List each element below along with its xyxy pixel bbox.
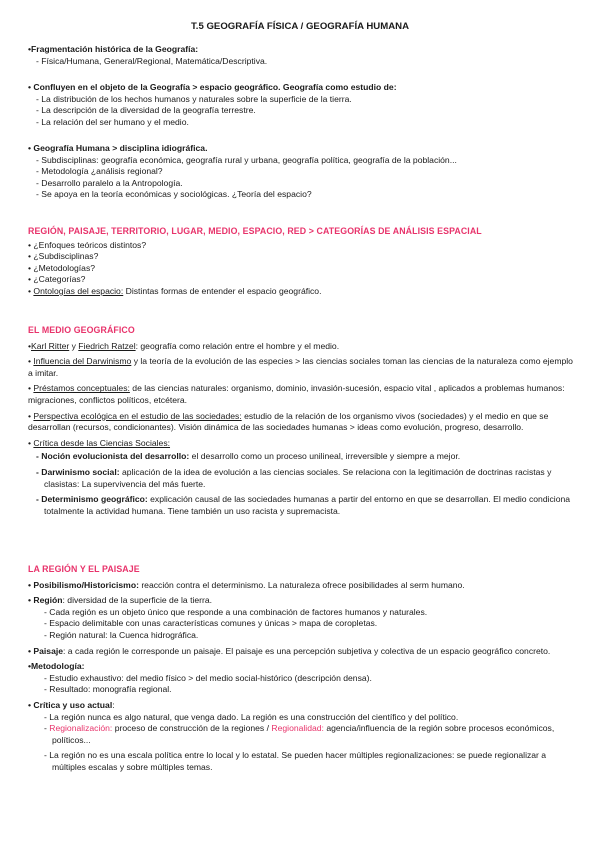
- colon: :: [112, 699, 115, 710]
- ontologias-text: Distintas formas de entender el espacio geográfico.: [123, 285, 322, 296]
- list-item-regionalizacion: [28, 723, 573, 746]
- section-medio-geografico: [28, 325, 573, 517]
- list-item: • ¿Subdisciplinas?: [28, 251, 99, 262]
- list-item: - Subdisciplinas: geografía económica, geografía rural y urbana, geografía política, geografía de la población...: [36, 154, 457, 165]
- dash: -: [44, 723, 50, 734]
- ratzel-name: Fiedrich Ratzel: [78, 340, 136, 351]
- evolucionista-label: - Noción evolucionista del desarrollo:: [36, 451, 190, 462]
- bullet: •: [28, 285, 34, 296]
- paragraph-paisaje: [28, 646, 573, 658]
- metodologia-label: •Metodología:: [28, 661, 85, 672]
- list-item: - Física/Humana, General/Regional, Matemática/Descriptiva.: [36, 55, 268, 66]
- section-geografia-humana: [28, 143, 573, 201]
- list-item: - Región natural: la Cuenca hidrográfica.: [44, 629, 199, 640]
- bullet: •: [28, 340, 32, 351]
- critica-item-evolucionista: [28, 451, 573, 463]
- paragraph-ritter-ratzel: [28, 341, 573, 353]
- paisaje-text: : a cada región le corresponde un paisaje. El paisaje es una percepción subjetiva y colectiva de un espacio geográfico concreto.: [63, 645, 551, 656]
- list-item: • ¿Categorías?: [28, 274, 86, 285]
- regionalidad-text: agencia/influencia de la región sobre procesos económicos, políticos...: [52, 723, 555, 745]
- darwinismo-social-text: aplicación de la idea de evolución a las ciencias sociales. Se relaciona con la legitimación de doctrinas racistas y clasistas: La supervivencia del más fuerte.: [44, 466, 552, 489]
- conjunction: y: [69, 340, 79, 351]
- paragraph-critica: [28, 438, 573, 450]
- list-item: - Se apoya en la teoría económicas y sociológicas. ¿Teoría del espacio?: [36, 189, 312, 200]
- paragraph-critica-uso: [28, 700, 573, 712]
- regionalizacion-text: proceso de construcción de la regiones /: [112, 723, 272, 734]
- bullet: •: [28, 383, 34, 394]
- darwinismo-label: Influencia del Darwinismo: [33, 356, 132, 367]
- list-item: - La región no es una escala política entre lo local y lo estatal. Se pueden hacer múltiples regionalizaciones: se puede regionalizar a múltiples escalas y sobre múltiples temas.: [44, 750, 547, 772]
- determinismo-label: - Determinismo geográfico:: [36, 494, 148, 505]
- list-item: - La distribución de los hechos humanos y naturales sobre la superficie de la tierra.: [36, 93, 352, 104]
- page-title: T.5 GEOGRAFÍA FÍSICA / GEOGRAFÍA HUMANA: [191, 21, 409, 32]
- ritter-ratzel-text: : geografía como relación entre el hombre y el medio.: [135, 340, 340, 351]
- list-item: - Espacio delimitable con unas características comunes y únicas > mapa de coropletas.: [44, 618, 378, 629]
- prestamos-label: Préstamos conceptuales:: [33, 383, 130, 394]
- posibilismo-label: • Posibilismo/Historicismo:: [28, 579, 139, 590]
- regionalizacion-label: Regionalización:: [49, 723, 113, 734]
- list-item: - La descripción de la diversidad de la geografía terrestre.: [36, 105, 256, 116]
- list-item: • ¿Enfoques teóricos distintos?: [28, 239, 147, 250]
- region-paisaje-heading: LA REGIÓN Y EL PAISAJE: [28, 564, 140, 574]
- determinismo-text: explicación causal de las sociedades humanas a partir del entorno en que se desarrollan. El medio condiciona totalmente la actividad humana. Tiene también un uso racista y supremacista.: [44, 494, 571, 516]
- list-item: - La región nunca es algo natural, que venga dado. La región es una construcción del científico y del político.: [44, 711, 459, 722]
- ritter-name: Karl Ritter: [31, 340, 70, 351]
- critica-label: Crítica desde las Ciencias Sociales:: [33, 437, 171, 448]
- list-item: - Cada región es un objeto único que responde a una combinación de factores humanos y naturales.: [44, 606, 428, 617]
- evolucionista-text: el desarrollo como un proceso unilineal, irreversible y siempre a mejor.: [189, 451, 461, 462]
- paragraph-darwinismo: [28, 356, 573, 379]
- list-item: - Desarrollo paralelo a la Antropología.: [36, 177, 183, 188]
- prestamos-text: de las ciencias naturales: organismo, dominio, invasión-sucesión, espacio vital , aplicados a problemas humanos: migraciones, conflictos políticos, etcétera.: [28, 383, 565, 405]
- bullet: •: [28, 410, 34, 421]
- categorias-heading: REGIÓN, PAISAJE, TERRITORIO, LUGAR, MEDIO, ESPACIO, RED > CATEGORÍAS DE ANÁLISIS ESPACIAL: [28, 226, 482, 236]
- list-item: - Estudio exhaustivo: del medio físico > del medio social-histórico (descripción densa).: [44, 672, 372, 683]
- list-item: - La relación del ser humano y el medio.: [36, 116, 189, 127]
- paragraph-prestamos: [28, 383, 573, 406]
- regionalidad-label: Regionalidad:: [271, 723, 324, 734]
- fragmentacion-heading: •Fragmentación histórica de la Geografía:: [28, 44, 199, 54]
- section-fragmentacion: [28, 44, 573, 67]
- list-item: - Resultado: monografía regional.: [44, 684, 172, 695]
- bullet: •: [28, 437, 34, 448]
- list-item: • ¿Metodologías?: [28, 262, 96, 273]
- paragraph-region: [28, 595, 573, 607]
- darwinismo-text: y la teoría de la evolución de las especies > las ciencias sociales toman las ciencias de la naturaleza como ejemplo a imitar.: [28, 356, 573, 378]
- region-label: • Región: [28, 595, 63, 606]
- medio-geografico-heading: EL MEDIO GEOGRÁFICO: [28, 325, 135, 335]
- paragraph-posibilismo: [28, 580, 573, 592]
- region-text: : diversidad de la superficie de la tierra.: [62, 595, 213, 606]
- list-item: [28, 286, 573, 298]
- bullet: •: [28, 356, 34, 367]
- confluyen-heading: • Confluyen en el objeto de la Geografía > espacio geográfico. Geografía como estudio de:: [28, 82, 397, 92]
- section-region-paisaje: [28, 564, 573, 774]
- critica-uso-label: • Crítica y uso actual: [28, 699, 113, 710]
- posibilismo-text: reacción contra el determinismo. La naturaleza ofrece posibilidades al serm humano.: [138, 579, 465, 590]
- paragraph-perspectiva: [28, 411, 573, 434]
- critica-item-determinismo: [28, 494, 573, 517]
- perspectiva-label: Perspectiva ecológica en el estudio de las sociedades:: [33, 410, 242, 421]
- perspectiva-text: estudio de la relación de los organismo vivos (sociedades) y el medio en que se desarrollan (recursos, condicionantes). Visión dinámica de las sociedades humanas > ideas como evolución, progreso, desarrollo.: [28, 410, 549, 433]
- section-categorias: [28, 226, 573, 298]
- list-item: - Metodología ¿análisis regional?: [36, 166, 163, 177]
- ontologias-label: Ontologías del espacio:: [33, 285, 124, 296]
- darwinismo-social-label: - Darwinismo social:: [36, 466, 120, 477]
- paisaje-label: • Paisaje: [28, 645, 64, 656]
- section-confluyen: [28, 82, 573, 128]
- geografia-humana-heading: • Geografía Humana > disciplina idiográfica.: [28, 143, 208, 153]
- critica-item-darwinismo-social: [28, 467, 573, 490]
